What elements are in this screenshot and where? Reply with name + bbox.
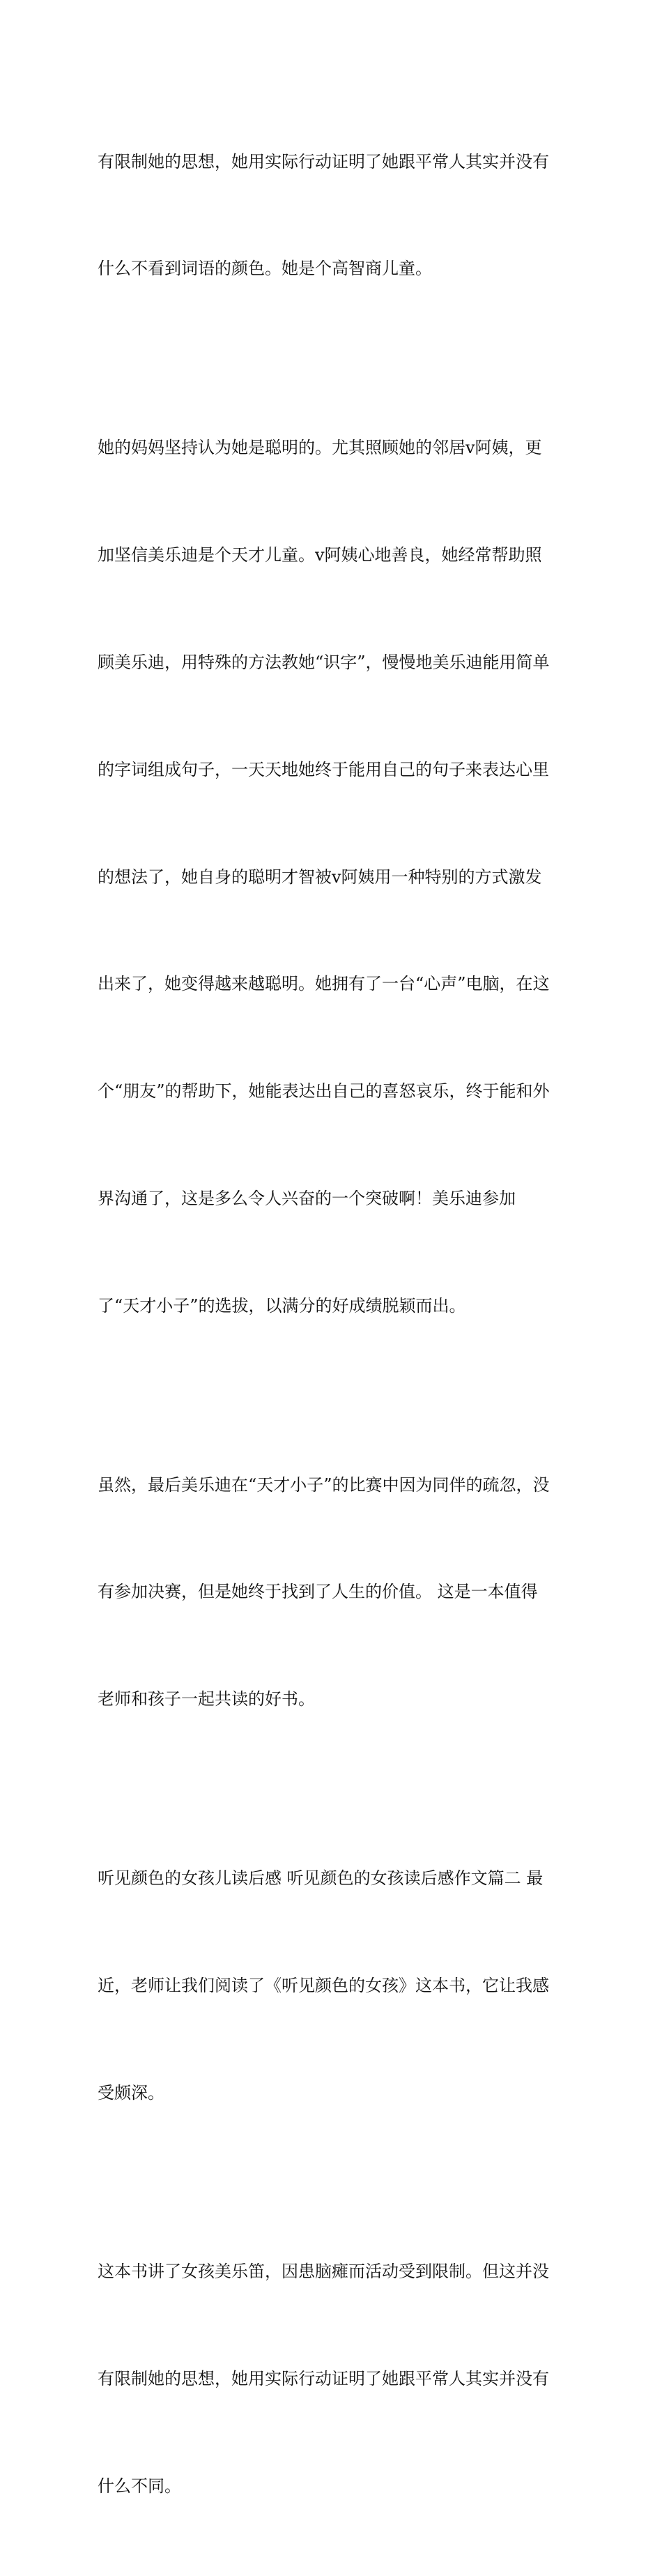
paragraph-3 bbox=[98, 1396, 578, 1789]
paragraph-5 bbox=[98, 2183, 578, 2576]
text-line: 有限制她的思想，她用实际行动证明了她跟平常人其实并没有 bbox=[98, 2369, 549, 2388]
text-line: 有限制她的思想，她用实际行动证明了她跟平常人其实并没有 bbox=[98, 151, 549, 172]
text-line: 受颇深。 bbox=[98, 2082, 164, 2103]
text-line: 界沟通了，这是多么令人兴奋的一个突破啊！美乐迪参加 bbox=[98, 1189, 516, 1209]
text-line: 的想法了，她自身的聪明才智被v阿姨用一种特别的方式激发 bbox=[98, 867, 542, 887]
text-line: 老师和孩子一起共读的好书。 bbox=[98, 1689, 315, 1709]
text-line: 她的妈妈坚持认为她是聪明的。尤其照顾她的邻居v阿姨，更 bbox=[98, 437, 542, 457]
text-line: 什么不看到词语的颜色。她是个高智商儿童。 bbox=[98, 259, 432, 279]
text-line: 个“朋友”的帮助下，她能表达出自己的喜怒哀乐，终于能和外 bbox=[98, 1081, 550, 1102]
paragraph-1 bbox=[98, 73, 578, 358]
text-line: 什么不同。 bbox=[98, 2476, 181, 2496]
text-line: 这本书讲了女孩美乐笛，因患脑瘫而活动受到限制。但这并没 bbox=[98, 2262, 549, 2282]
paragraph-2 bbox=[98, 358, 578, 1396]
text-line: 有参加决赛，但是她终于找到了人生的价值。 这是一本值得 bbox=[98, 1582, 538, 1602]
paragraph-4 bbox=[98, 1789, 578, 2182]
text-line: 的字词组成句子，一天天地她终于能用自己的句子来表达心里 bbox=[98, 759, 549, 779]
text-line: 虽然，最后美乐迪在“天才小子”的比赛中因为同伴的疏忽，没 bbox=[98, 1474, 550, 1495]
text-line: 出来了，她变得越来越聪明。她拥有了一台“心声”电脑，在这 bbox=[98, 974, 550, 994]
text-line: 近，老师让我们阅读了《听见颜色的女孩》这本书，它让我感 bbox=[98, 1975, 549, 1995]
text-line: 听见颜色的女孩儿读后感 听见颜色的女孩读后感作文篇二 最 bbox=[98, 1868, 544, 1888]
text-line: 了“天才小子”的选拔，以满分的好成绩脱颖而出。 bbox=[98, 1296, 466, 1316]
text-line: 顾美乐迪，用特殊的方法教她“识字”，慢慢地美乐迪能用简单 bbox=[98, 652, 550, 672]
document-body bbox=[98, 73, 578, 2576]
text-line: 加坚信美乐迪是个天才儿童。v阿姨心地善良，她经常帮助照 bbox=[98, 544, 542, 565]
